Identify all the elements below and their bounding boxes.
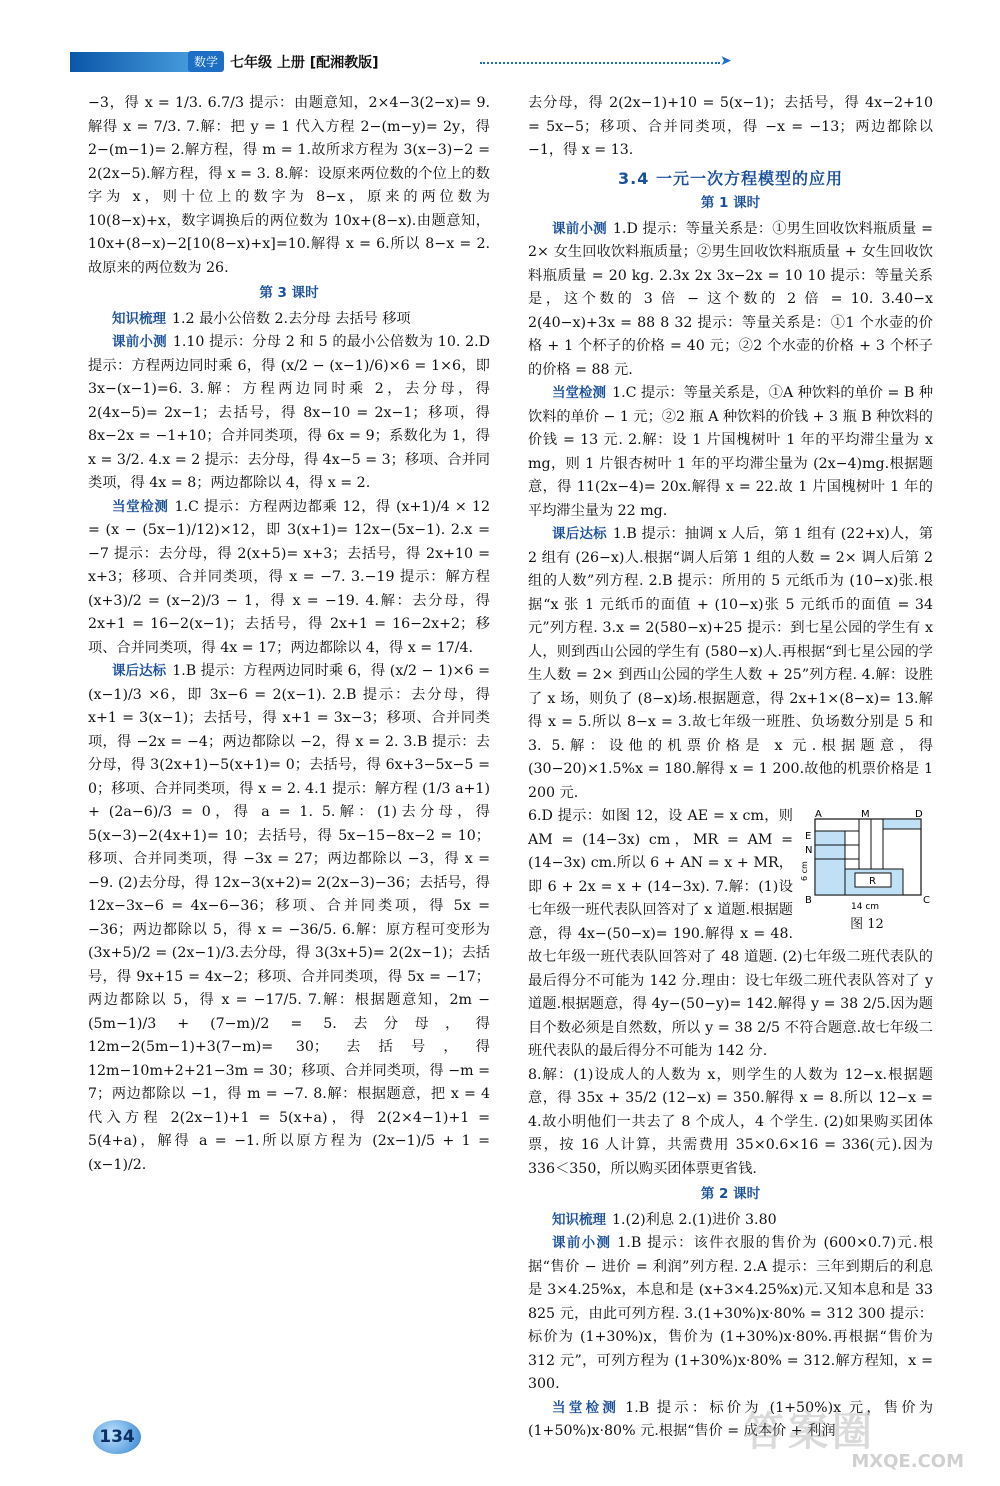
watermark-logo [744,1400,964,1476]
figure-caption: 图 12 [850,917,884,932]
answer-block [528,218,933,383]
answer-block [88,308,490,332]
section-label: 课后达标 [112,663,167,679]
answer-block [528,523,933,805]
answer-paragraph: 8.解：(1)设成人的人数为 x，则学生的人数为 12−x.根据题意，得 35x + 35/2 (12−x) = 350.解得 x = 8.所以 12−x = 4.故小明他们一共去了 8 个成人，4 个学生. (2)如果购买团体票，按 16 人计算，共需费用 35×0.6×16 = 336(元).因为 336＜350，所以购买团体票更省钱. [528,1066,933,1177]
section-label: 当堂检测 [552,385,607,401]
label-bottom: 14 cm [851,902,880,912]
answer-paragraph: −3，得 x = 1/3. 6.7/3 提示：由题意知，2×4−3(2−x)= 9.解得 x = 7/3. 7.解：把 y = 1 代入方程 2−(m−y)= 2y，得 2−(m−1)= 2.解方程，得 m = 1.故所求方程为 3(x−3)−2 = 2(2x−5).解方程，得 x = 3. 8.解：设原来两位数的个位上的数字为 x，则十位上的数字为 8−x，原来的两位数为 10(8−x)+x，数字调换后的两位数为 10x+(8−x).由题意知，10x+(8−x)−2[10(8−x)+x]=10.解得 x = 6.所以 8−x = 2.故原来的两位数为 26. [88,95,490,276]
label-r: R [869,876,876,887]
section-label: 知识梳理 [552,1211,606,1228]
section-label: 知识梳理 [112,310,166,327]
label-m: M [861,809,870,820]
answer-text: 1.B 提示：该件衣服的售价为 (600×0.7)元.根据“售价 − 进价 = 利润”列方程. 2.A 提示：三年到期后的利息是 3×4.25%x，本息和是 (x+3×4.25%x)元.又知本息和是 33 825 元，由此可列方程. 3.(1+30%)x·80% = 312 300 提示：标价为 (1+30%)x，售价为 (1+30%)x·80%.再根据“售价为 312 元”，可列方程为 (1+30%)x·80% = 312.解方程知，x = 300. [528,1235,934,1392]
answer-block [88,331,490,496]
subject-tag: 数学 [188,51,224,72]
label-d: D [915,809,923,820]
answer-block [88,496,490,661]
lesson-heading: 第 3 课时 [259,285,319,301]
lesson-heading: 第 2 课时 [700,1186,761,1202]
label-e: E [805,831,812,842]
answer-block [528,382,933,523]
label-a: A [815,809,822,820]
book-title: 七年级 上册 [配湘教版] [230,55,379,71]
left-column [88,92,490,1177]
watermark-text: 答案圈 [744,1409,876,1455]
page-number: 134 [93,1420,141,1454]
section-label: 课前小测 [552,1235,612,1251]
page-header [70,48,732,74]
section-label: 课后达标 [552,526,607,542]
section-heading: 3.4 一元一次方程模型的应用 [618,168,843,188]
label-b: B [805,895,812,906]
answer-text: 1.D 提示：等量关系是：①男生回收饮料瓶质量 = 2× 女生回收饮料瓶质量；②男生回收饮料瓶质量 + 女生回收饮料瓶质量 = 20 kg. 2.3x 2x 3x−2x = 10 10 提示：等量关系是，这个数的 3 倍 − 这个数的 2 倍 = 10. 3.40−x 2(40−x)+3x = 88 8 32 提示：等量关系是：①1 个水壶的价格 + 1 个杯子的价格 = 40 元；②2 个水壶的价格 + 3 个杯子的价格 = 88 元. [528,220,934,378]
answer-text: 1.10 提示：分母 2 和 5 的最小公倍数为 10. 2.D 提示：方程两边同时乘 6，得 (x/2 − (x−1)/6)×6 = 1×6，即 3x−(x−1)=6. 3.解：方程两边同时乘 2，去分母，得 2(4x−5)= 2x−1；去括号，得 8x−10 = 2x−1；移项，得 8x−2x = −1+10；合并同类项，得 6x = 9；系数化为 1，得 x = 3/2. 4.x = 2 提示：去分母，得 4x−5 = 3；移项、合并同类项，得 4x = 8；两边都除以 4，得 x = 2. [88,334,490,491]
answer-text: 1.(2)利息 2.(1)进价 3.80 [612,1211,777,1228]
label-n: N [805,845,813,856]
lesson-heading: 第 1 课时 [700,195,761,211]
figure-12 [800,809,933,932]
answer-text: 1.B 提示：标价为 (1+50%)x 元，售价为 (1+50%)x·80% 元.根据“售价 = 成本价 + 利润 [528,1399,934,1439]
section-label: 当堂检测 [552,1399,620,1416]
answer-text: 1.2 最小公倍数 2.去分母 去括号 移项 [172,310,411,327]
answer-text: 1.B 提示：抽调 x 人后，第 1 组有 (22+x)人，第 2 组有 (26−x)人.根据“调人后第 1 组的人数 = 2× 调人后第 2 组的人数”列方程. 2.B 提示：所用的 5 元纸币为 (10−x)张.根据“x 张 1 元纸币的面值 + (10−x)张 5 元纸币的面值 = 34 元”列方程. 3.x = 2(580−x)+25 提示：到七星公园的学生有 x 人，则到西山公园的学生有 (580−x)人.再根据“到七星公园的学生人数 = 2× 到西山公园的学生人数 + 25”列方程. 4.解：设胜了 x 场，则负了 (8−x)场.根据题意，得 2x+1×(8−x)= 13.解得 x = 5.所以 8−x = 3.故七年级一班胜、负场数分别是 5 和 3. 5.解：设他的机票价格是 x 元.根据题意，得 (30−20)×1.5%x = 180.解得 x = 1 200.故他的机票价格是 1 200 元. [528,526,934,801]
header-swoosh [70,52,200,72]
answer-block [528,1209,933,1233]
label-side: 6 cm [800,861,809,881]
answer-text: 1.C 提示：等量关系是，①A 种饮料的单价 = B 种饮料的单价 − 1 元；②2 瓶 A 种饮料的价钱 + 3 瓶 B 种饮料的价钱 = 13 元. 2.解：设 1 片国槐树叶 1 年的平均滞尘量为 x mg，则 1 片银杏树叶 1 年的平均滞尘量为 (2x−4)mg.根据题意，得 11(2x−4)= 20x.解得 x = 22.故 1 片国槐树叶 1 年的平均滞尘量为 22 mg. [528,385,934,519]
answer-text: 1.B 提示：方程两边同时乘 6，得 (x/2 − 1)×6 = (x−1)/3 ×6，即 3x−6 = 2(x−1). 2.B 提示：去分母，得 x+1 = 3(x−1)；去括号，得 x+1 = 3x−3；移项、合并同类项，得 −2x = −4；两边都除以 −2，得 x = 2. 3.B 提示：去分母，得 3(2x+1)−5(x+1)= 0；去括号，得 6x+3−5x−5 = 0；移项、合并同类项，得 x = 2. 4.1 提示：解方程 (1/3 a+1) + (2a−6)/3 = 0，得 a = 1. 5.解：(1)去分母，得 5(x−3)−2(4x+1)= 10；去括号，得 5x−15−8x−2 = 10；移项、合并同类项，得 −3x = 27；两边都除以 −3，得 x = −9. (2)去分母，得 12x−3(x+2)= 2(2x−3)−36；去括号，得 12x−3x−6 = 4x−6−36；移项、合并同类项，得 5x = −36；两边都除以 5，得 x = −36/5. 6.解：原方程可变形为 (3x+5)/2 = (2x−1)/3.去分母，得 3(3x+5)= 2(2x−1)；去括号，得 9x+15 = 4x−2；移项、合并同类项，得 5x = −17；两边都除以 5，得 x = −17/5. 7.解：根据题意知，2m − (5m−1)/3 + (7−m)/2 = 5.去分母，得 12m−2(5m−1)+3(7−m)= 30；去括号，得 12m−10m+2+21−3m = 30；移项、合并同类项，得 −m = 7；两边都除以 −1，得 m = −7. 8.解：根据题意，把 x = 4 代入方程 2(2x−1)+1 = 5(x+a)，得 2(2×4−1)+1 = 5(4+a)，解得 a = −1.所以原方程为 (2x−1)/5 + 1 = (x−1)/2. [88,663,490,1173]
section-label: 当堂检测 [112,498,169,515]
answer-block [528,1232,933,1397]
rectangle-diagram [801,809,933,913]
answer-paragraph: 6.D 提示：如图 12，设 AE = x cm，则 AM = (14−3x) cm，MR = AM = (14−3x) cm.所以 6 + AN = x + MR，即 6 + 2x = x + (14−3x). 7.解：(1)设七年级一班代表队回答对了 x 道题.根据题意，得 4x−(50−x)= 190.解得 x = 48.故七年级一班代表队回答对了 48 道题. (2)七年级二班代表队的最后得分不可能为 142 分.理由：设七年级二班代表队答对了 y 道题.根据题意，得 4y−(50−y)= 142.解得 y = 38 2/5.因为题目个数必须是自然数，所以 y = 38 2/5 不符合题意.故七年级二班代表队的最后得分不可能为 142 分. [528,808,933,1059]
label-c: C [923,895,930,906]
header-dotted-line [480,62,720,64]
watermark-url: MXQE.COM [851,1451,964,1472]
answer-paragraph: 去分母，得 2(2x−1)+10 = 5(x−1)；去括号，得 4x−2+10 = 5x−5；移项、合并同类项，得 −x = −13；两边都除以 −1，得 x = 13. [528,95,933,158]
right-column [528,92,933,1444]
answer-block [88,660,490,1177]
arrow-right-icon: ➤ [720,53,732,69]
section-label: 课前小测 [552,220,607,237]
answer-text: 1.C 提示：方程两边都乘 12，得 (x+1)/4 × 12 = (x − (5x−1)/12)×12，即 3(x+1)= 12x−(5x−1). 2.x = −7 提示：去分母，得 2(x+5)= x+3；去括号，得 2x+10 = x+3；移项、合并同类项，得 x = −7. 3.−19 提示：解方程 (x+3)/2 = (x−2)/3 − 1，得 x = −19. 4.解：去分母，得 2x+1 = 16−2(x−1)；去括号，得 2x+1 = 16−2x+2；移项、合并同类项，得 4x = 17；两边都除以 4，得 x = 17/4. [88,498,490,656]
section-label: 课前小测 [112,334,167,350]
